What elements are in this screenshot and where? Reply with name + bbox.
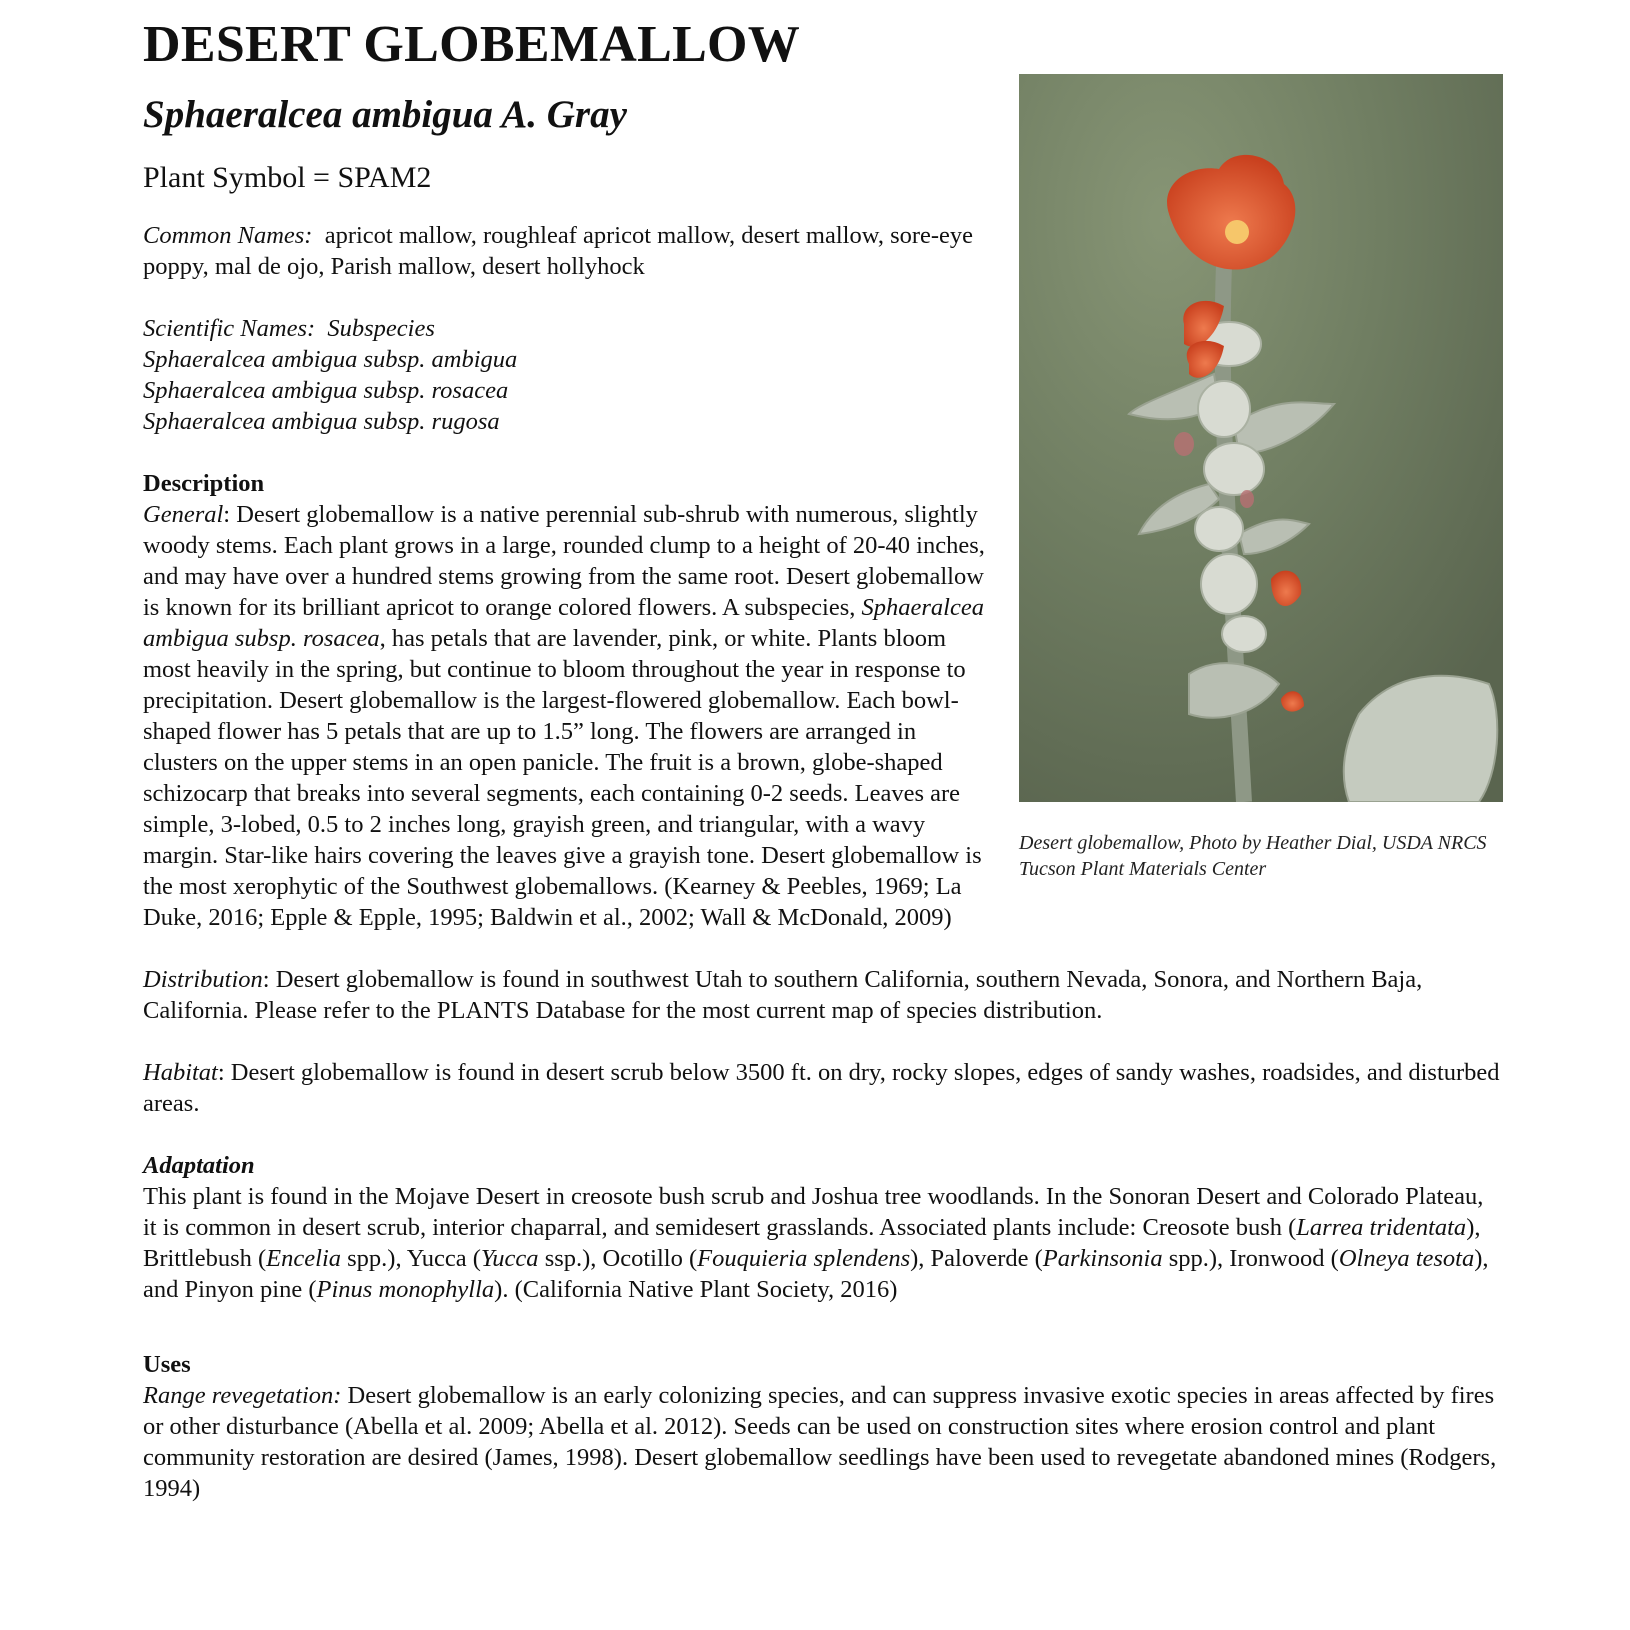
species-name: Larrea tridentata	[1296, 1214, 1467, 1241]
adaptation-span: ), and Pinyon pine (	[143, 1245, 1489, 1303]
adaptation-span: ). (California Native Plant Society, 2016)	[494, 1276, 898, 1303]
general-italic: Sphaeralcea ambigua subsp. rosacea	[143, 594, 984, 652]
subspecies-item: Sphaeralcea ambigua subsp. rosacea	[143, 377, 509, 404]
species-name: Fouquieria splendens	[697, 1245, 911, 1272]
adaptation-span: ), Brittlebush (	[143, 1214, 1481, 1272]
plant-symbol: Plant Symbol = SPAM2	[143, 161, 432, 194]
adaptation-span: ssp.), Ocotillo (	[538, 1245, 698, 1272]
general-label: General	[143, 501, 224, 528]
plant-photo	[1019, 74, 1503, 802]
description-heading: Description	[143, 470, 265, 497]
adaptation-span: This plant is found in the Mojave Desert in creosote bush scrub and Joshua tree woodlands. In the Sonoran Desert and Colorado Plateau, it is common in desert scrub, interior chaparral, and semidesert grasslands. Associated plants include: Creosote bush (	[143, 1183, 1484, 1241]
common-names-text: apricot mallow, roughleaf apricot mallow, desert mallow, sore-eye poppy, mal de ojo, Parish mallow, desert hollyhock	[143, 222, 974, 280]
adaptation-heading: Adaptation	[143, 1152, 255, 1179]
subspecies-item: Sphaeralcea ambigua subsp. rugosa	[143, 408, 500, 435]
scientific-names-sublabel: Subspecies	[327, 315, 435, 342]
habitat-text: : Desert globemallow is found in desert scrub below 3500 ft. on dry, rocky slopes, edges of sandy washes, roadsides, and disturbed areas.	[143, 1059, 1500, 1117]
subspecies-item: Sphaeralcea ambigua subsp. ambigua	[143, 346, 518, 373]
habitat-label: Habitat	[143, 1059, 218, 1086]
page-title: DESERT GLOBEMALLOW	[143, 16, 801, 73]
species-name: Encelia	[266, 1245, 341, 1272]
adaptation-span: ), Paloverde (	[910, 1245, 1043, 1272]
photo-figure	[1019, 74, 1503, 882]
distribution-label: Distribution	[143, 966, 263, 993]
description-distribution	[143, 964, 1503, 1026]
description-habitat	[143, 1057, 1503, 1119]
range-label: Range revegetation:	[143, 1382, 342, 1409]
uses-range-revegetation	[143, 1380, 1503, 1504]
uses-heading: Uses	[143, 1351, 191, 1378]
general-text-b: , has petals that are lavender, pink, or white. Plants bloom most heavily in the spring, but continue to bloom throughout the year in response to precipitation. Desert globemallow is the largest-flowered globemallow. Each bowl-shaped flower has 5 petals that are up to 1.5” long. The flowers are arranged in clusters on the upper stems in an open panicle. The fruit is a brown, globe-shaped schizocarp that breaks into several segments, each containing 0-2 seeds. Leaves are simple, 3-lobed, 0.5 to 2 inches long, grayish green, and triangular, with a wavy margin. Star-like hairs covering the leaves give a grayish tone. Desert globemallow is the most xerophytic of the Southwest globemallows. (Kearney & Peebles, 1969; La Duke, 2016; Epple & Epple, 1995; Baldwin et al., 2002; Wall & McDonald, 2009)	[143, 625, 982, 931]
species-name: Parkinsonia	[1042, 1245, 1163, 1272]
scientific-name-heading: Sphaeralcea ambigua A. Gray	[143, 93, 627, 136]
scientific-names-label: Scientific Names:	[143, 315, 316, 342]
adaptation-text	[143, 1181, 1503, 1305]
range-text: Desert globemallow is an early colonizing species, and can suppress invasive exotic species in areas affected by fires or other disturbance (Abella et al. 2009; Abella et al. 2012). Seeds can be used on construction sites where erosion control and plant community restoration are desired (James, 1998). Desert globemallow seedlings have been used to revegetate abandoned mines (Rodgers, 1994)	[143, 1382, 1497, 1502]
species-name: Pinus monophylla	[316, 1276, 495, 1303]
distribution-text: : Desert globemallow is found in southwest Utah to southern California, southern Nevada, Sonora, and Northern Baja, California. Please refer to the PLANTS Database for the most current map of species distribution.	[143, 966, 1423, 1024]
species-name: Olneya tesota	[1338, 1245, 1475, 1272]
adaptation-span: spp.), Yucca (	[341, 1245, 481, 1272]
common-names-label: Common Names:	[143, 222, 313, 249]
photo-caption: Desert globemallow, Photo by Heather Dial, USDA NRCS Tucson Plant Materials Center	[1019, 832, 1487, 880]
document-page	[143, 14, 1503, 1504]
adaptation-span: spp.), Ironwood (	[1162, 1245, 1339, 1272]
species-name: Yucca	[480, 1245, 539, 1272]
general-text-a: : Desert globemallow is a native perennial sub-shrub with numerous, slightly woody stems. Each plant grows in a large, rounded clump to a height of 20-40 inches, and may have over a hundred stems growing from the same root. Desert globemallow is known for its brilliant apricot to orange colored flowers. A subspecies,	[143, 501, 985, 621]
